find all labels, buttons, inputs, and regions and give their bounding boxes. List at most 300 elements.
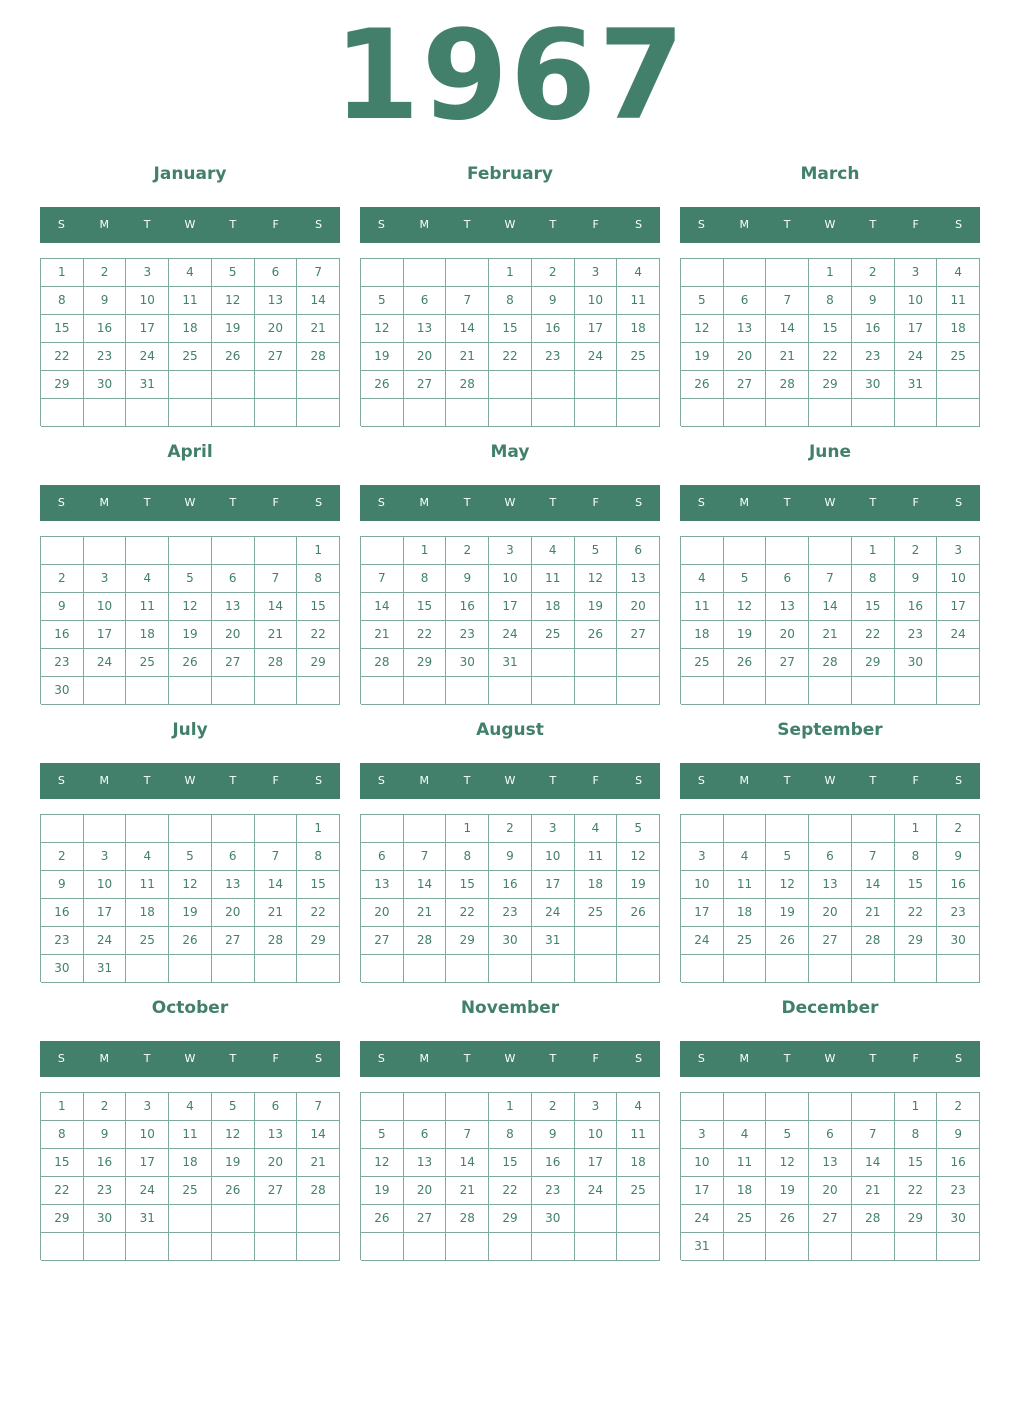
day-cell: 10 (84, 871, 127, 899)
day-cell: 8 (809, 287, 852, 315)
day-cell: 5 (169, 843, 212, 871)
day-cell: 30 (937, 927, 980, 955)
day-cell: 7 (766, 287, 809, 315)
day-cell: 27 (212, 927, 255, 955)
empty-day-cell (681, 1093, 724, 1121)
empty-day-cell (937, 955, 980, 983)
day-cell: 21 (852, 1177, 895, 1205)
day-cell: 21 (297, 1149, 340, 1177)
weekday-label: F (912, 1052, 919, 1065)
day-cell: 24 (532, 899, 575, 927)
day-grid (40, 814, 340, 982)
day-cell: 4 (681, 565, 724, 593)
day-cell: 19 (169, 621, 212, 649)
empty-day-cell (212, 1233, 255, 1261)
day-grid (680, 1092, 980, 1260)
day-cell: 29 (809, 371, 852, 399)
day-cell: 18 (126, 621, 169, 649)
day-cell: 18 (681, 621, 724, 649)
day-cell: 2 (937, 815, 980, 843)
weekday-label: F (912, 774, 919, 787)
weekday-label: F (912, 496, 919, 509)
day-cell: 27 (809, 927, 852, 955)
day-cell: 3 (681, 843, 724, 871)
day-cell: 30 (41, 955, 84, 983)
day-cell: 22 (489, 1177, 532, 1205)
empty-day-cell (852, 677, 895, 705)
day-cell: 7 (809, 565, 852, 593)
day-cell: 6 (809, 843, 852, 871)
day-cell: 22 (41, 343, 84, 371)
month-name: November (460, 998, 560, 1018)
day-cell: 8 (41, 287, 84, 315)
weekday-label: S (697, 1052, 705, 1065)
day-cell: 13 (724, 315, 767, 343)
empty-day-cell (617, 399, 660, 427)
empty-day-cell (724, 259, 767, 287)
day-cell: 31 (681, 1233, 724, 1261)
day-cell: 13 (809, 871, 852, 899)
day-cell: 9 (852, 287, 895, 315)
empty-day-cell (895, 399, 938, 427)
empty-day-cell (446, 1093, 489, 1121)
day-cell: 16 (446, 593, 489, 621)
weekday-label: W (504, 218, 516, 231)
empty-day-cell (255, 537, 298, 565)
weekday-label: T (143, 774, 151, 787)
empty-day-cell (852, 955, 895, 983)
day-cell: 23 (532, 1177, 575, 1205)
empty-day-cell (212, 537, 255, 565)
day-cell: 6 (361, 843, 404, 871)
day-cell: 26 (169, 927, 212, 955)
weekday-label: S (57, 496, 65, 509)
empty-day-cell (169, 955, 212, 983)
empty-day-cell (809, 1233, 852, 1261)
empty-day-cell (255, 1205, 298, 1233)
day-cell: 16 (937, 871, 980, 899)
empty-day-cell (617, 1233, 660, 1261)
day-cell: 4 (724, 1121, 767, 1149)
day-cell: 17 (489, 593, 532, 621)
day-cell: 24 (126, 1177, 169, 1205)
day-cell: 8 (41, 1121, 84, 1149)
day-cell: 28 (255, 927, 298, 955)
empty-day-cell (617, 955, 660, 983)
day-cell: 29 (895, 1205, 938, 1233)
day-cell: 29 (297, 927, 340, 955)
day-cell: 14 (404, 871, 447, 899)
day-cell: 10 (895, 287, 938, 315)
day-cell: 14 (297, 1121, 340, 1149)
weekday-header (680, 485, 980, 521)
month-january (40, 158, 340, 436)
day-cell: 6 (724, 287, 767, 315)
day-cell: 11 (617, 1121, 660, 1149)
day-cell: 1 (446, 815, 489, 843)
month-september (680, 714, 980, 992)
empty-day-cell (169, 677, 212, 705)
day-cell: 9 (937, 843, 980, 871)
day-cell: 17 (126, 1149, 169, 1177)
day-cell: 23 (446, 621, 489, 649)
day-cell: 26 (681, 371, 724, 399)
weekday-label: M (739, 496, 750, 509)
day-cell: 15 (41, 1149, 84, 1177)
day-cell: 20 (255, 1149, 298, 1177)
day-cell: 2 (41, 843, 84, 871)
day-grid (680, 536, 980, 704)
empty-day-cell (532, 371, 575, 399)
day-cell: 12 (617, 843, 660, 871)
day-cell: 19 (212, 315, 255, 343)
empty-day-cell (724, 1093, 767, 1121)
weekday-label: T (143, 496, 151, 509)
empty-day-cell (489, 955, 532, 983)
day-cell: 13 (212, 871, 255, 899)
day-cell: 20 (212, 899, 255, 927)
weekday-header (360, 485, 660, 521)
day-cell: 6 (404, 287, 447, 315)
empty-day-cell (297, 677, 340, 705)
empty-day-cell (575, 1233, 618, 1261)
empty-day-cell (852, 815, 895, 843)
day-cell: 8 (895, 1121, 938, 1149)
day-cell: 26 (766, 1205, 809, 1233)
weekday-label: M (419, 218, 430, 231)
day-cell: 7 (255, 843, 298, 871)
day-cell: 19 (361, 343, 404, 371)
day-cell: 8 (297, 843, 340, 871)
day-cell: 4 (532, 537, 575, 565)
day-cell: 26 (212, 343, 255, 371)
day-cell: 18 (724, 899, 767, 927)
day-cell: 29 (446, 927, 489, 955)
weekday-label: W (184, 218, 196, 231)
day-cell: 19 (617, 871, 660, 899)
day-cell: 20 (809, 899, 852, 927)
empty-day-cell (361, 537, 404, 565)
weekday-header (680, 207, 980, 243)
day-cell: 25 (724, 1205, 767, 1233)
weekday-label: T (229, 218, 237, 231)
day-cell: 9 (532, 287, 575, 315)
day-cell: 12 (169, 871, 212, 899)
day-cell: 5 (361, 287, 404, 315)
empty-day-cell (446, 1233, 489, 1261)
day-cell: 20 (724, 343, 767, 371)
day-cell: 11 (126, 593, 169, 621)
empty-day-cell (724, 677, 767, 705)
empty-day-cell (489, 399, 532, 427)
day-cell: 11 (169, 287, 212, 315)
empty-day-cell (404, 259, 447, 287)
day-cell: 25 (126, 649, 169, 677)
day-cell: 2 (852, 259, 895, 287)
weekday-label: S (955, 774, 963, 787)
day-cell: 8 (446, 843, 489, 871)
day-cell: 7 (297, 1093, 340, 1121)
day-cell: 29 (404, 649, 447, 677)
day-cell: 18 (724, 1177, 767, 1205)
day-cell: 11 (532, 565, 575, 593)
day-cell: 19 (681, 343, 724, 371)
empty-day-cell (126, 399, 169, 427)
weekday-label: W (504, 1052, 516, 1065)
empty-day-cell (575, 677, 618, 705)
empty-day-cell (169, 399, 212, 427)
day-cell: 4 (937, 259, 980, 287)
weekday-header (360, 763, 660, 799)
day-cell: 14 (361, 593, 404, 621)
empty-day-cell (255, 1233, 298, 1261)
day-cell: 12 (212, 1121, 255, 1149)
empty-day-cell (212, 1205, 255, 1233)
day-cell: 31 (84, 955, 127, 983)
day-cell: 21 (255, 621, 298, 649)
weekday-label: T (869, 774, 877, 787)
weekday-label: F (912, 218, 919, 231)
empty-day-cell (212, 815, 255, 843)
day-cell: 11 (724, 871, 767, 899)
empty-day-cell (681, 955, 724, 983)
weekday-label: S (697, 496, 705, 509)
day-cell: 28 (809, 649, 852, 677)
empty-day-cell (84, 815, 127, 843)
day-cell: 9 (937, 1121, 980, 1149)
weekday-label: T (549, 218, 557, 231)
empty-day-cell (169, 537, 212, 565)
empty-day-cell (212, 399, 255, 427)
day-cell: 3 (895, 259, 938, 287)
empty-day-cell (84, 1233, 127, 1261)
weekday-label: T (869, 496, 877, 509)
day-grid (360, 536, 660, 704)
day-cell: 24 (84, 927, 127, 955)
weekday-label: T (783, 1052, 791, 1065)
weekday-label: F (592, 496, 599, 509)
day-cell: 21 (361, 621, 404, 649)
day-cell: 19 (724, 621, 767, 649)
empty-day-cell (361, 677, 404, 705)
empty-day-cell (169, 815, 212, 843)
day-cell: 11 (724, 1149, 767, 1177)
day-cell: 22 (446, 899, 489, 927)
empty-day-cell (84, 677, 127, 705)
weekday-label: F (592, 218, 599, 231)
day-cell: 24 (84, 649, 127, 677)
day-cell: 28 (361, 649, 404, 677)
day-cell: 10 (575, 1121, 618, 1149)
day-cell: 27 (724, 371, 767, 399)
empty-day-cell (766, 815, 809, 843)
day-cell: 4 (617, 1093, 660, 1121)
empty-day-cell (895, 677, 938, 705)
day-cell: 6 (404, 1121, 447, 1149)
empty-day-cell (937, 649, 980, 677)
weekday-label: S (377, 218, 385, 231)
day-cell: 22 (41, 1177, 84, 1205)
day-cell: 22 (895, 1177, 938, 1205)
weekday-header (40, 1041, 340, 1077)
day-cell: 21 (297, 315, 340, 343)
day-cell: 21 (852, 899, 895, 927)
day-cell: 29 (41, 371, 84, 399)
day-cell: 9 (41, 593, 84, 621)
day-cell: 10 (575, 287, 618, 315)
day-cell: 13 (404, 315, 447, 343)
day-cell: 14 (852, 871, 895, 899)
day-cell: 12 (766, 871, 809, 899)
day-cell: 13 (255, 287, 298, 315)
weekday-label: F (272, 496, 279, 509)
empty-day-cell (297, 955, 340, 983)
empty-day-cell (255, 399, 298, 427)
day-cell: 7 (852, 1121, 895, 1149)
day-cell: 26 (169, 649, 212, 677)
day-cell: 18 (617, 1149, 660, 1177)
day-cell: 26 (212, 1177, 255, 1205)
day-cell: 28 (446, 1205, 489, 1233)
day-cell: 3 (681, 1121, 724, 1149)
month-name: August (476, 720, 544, 740)
empty-day-cell (724, 1233, 767, 1261)
empty-day-cell (809, 955, 852, 983)
day-cell: 8 (489, 1121, 532, 1149)
weekday-label: T (463, 218, 471, 231)
weekday-label: S (697, 774, 705, 787)
day-cell: 27 (361, 927, 404, 955)
day-cell: 25 (617, 1177, 660, 1205)
day-grid (680, 258, 980, 426)
day-cell: 7 (446, 1121, 489, 1149)
weekday-label: M (419, 774, 430, 787)
day-cell: 3 (937, 537, 980, 565)
day-cell: 6 (255, 259, 298, 287)
empty-day-cell (446, 399, 489, 427)
day-cell: 1 (809, 259, 852, 287)
day-cell: 11 (169, 1121, 212, 1149)
day-cell: 5 (681, 287, 724, 315)
day-cell: 3 (489, 537, 532, 565)
empty-day-cell (84, 537, 127, 565)
empty-day-cell (809, 1093, 852, 1121)
empty-day-cell (681, 399, 724, 427)
day-cell: 14 (446, 315, 489, 343)
day-cell: 20 (404, 343, 447, 371)
day-cell: 2 (895, 537, 938, 565)
day-grid (360, 1092, 660, 1260)
day-cell: 5 (724, 565, 767, 593)
day-cell: 7 (404, 843, 447, 871)
weekday-label: W (824, 496, 836, 509)
empty-day-cell (937, 1233, 980, 1261)
day-cell: 10 (681, 871, 724, 899)
day-cell: 14 (852, 1149, 895, 1177)
day-cell: 17 (575, 1149, 618, 1177)
empty-day-cell (766, 399, 809, 427)
day-cell: 5 (212, 259, 255, 287)
day-cell: 19 (361, 1177, 404, 1205)
day-cell: 28 (852, 927, 895, 955)
month-name: March (800, 164, 860, 184)
weekday-label: F (272, 218, 279, 231)
day-cell: 12 (681, 315, 724, 343)
day-cell: 28 (766, 371, 809, 399)
day-cell: 16 (895, 593, 938, 621)
weekday-header (360, 207, 660, 243)
day-cell: 12 (361, 315, 404, 343)
empty-day-cell (766, 1233, 809, 1261)
day-cell: 3 (575, 259, 618, 287)
weekday-label: S (635, 496, 643, 509)
day-cell: 21 (766, 343, 809, 371)
empty-day-cell (41, 815, 84, 843)
month-december (680, 992, 980, 1270)
day-cell: 17 (681, 899, 724, 927)
day-cell: 16 (532, 315, 575, 343)
empty-day-cell (532, 1233, 575, 1261)
weekday-label: M (99, 496, 110, 509)
day-cell: 7 (297, 259, 340, 287)
empty-day-cell (532, 677, 575, 705)
day-cell: 27 (617, 621, 660, 649)
day-cell: 22 (489, 343, 532, 371)
weekday-label: T (229, 774, 237, 787)
empty-day-cell (681, 537, 724, 565)
day-cell: 16 (84, 315, 127, 343)
day-cell: 17 (575, 315, 618, 343)
weekday-label: W (824, 1052, 836, 1065)
empty-day-cell (41, 537, 84, 565)
day-cell: 22 (404, 621, 447, 649)
day-cell: 10 (532, 843, 575, 871)
day-cell: 3 (126, 1093, 169, 1121)
day-cell: 23 (41, 927, 84, 955)
weekday-label: S (635, 774, 643, 787)
weekday-label: M (419, 1052, 430, 1065)
day-cell: 20 (212, 621, 255, 649)
day-cell: 13 (809, 1149, 852, 1177)
empty-day-cell (617, 677, 660, 705)
weekday-label: T (869, 218, 877, 231)
weekday-header (680, 763, 980, 799)
day-cell: 6 (212, 565, 255, 593)
weekday-label: T (143, 1052, 151, 1065)
day-cell: 27 (212, 649, 255, 677)
day-cell: 10 (84, 593, 127, 621)
day-cell: 24 (895, 343, 938, 371)
day-cell: 26 (617, 899, 660, 927)
day-cell: 12 (361, 1149, 404, 1177)
weekday-label: W (504, 496, 516, 509)
day-cell: 14 (446, 1149, 489, 1177)
day-cell: 4 (724, 843, 767, 871)
empty-day-cell (532, 399, 575, 427)
empty-day-cell (361, 955, 404, 983)
day-cell: 15 (809, 315, 852, 343)
day-cell: 5 (169, 565, 212, 593)
day-cell: 17 (532, 871, 575, 899)
empty-day-cell (575, 1205, 618, 1233)
day-cell: 8 (895, 843, 938, 871)
day-cell: 30 (852, 371, 895, 399)
empty-day-cell (404, 677, 447, 705)
day-cell: 17 (681, 1177, 724, 1205)
day-cell: 1 (41, 259, 84, 287)
day-cell: 10 (489, 565, 532, 593)
weekday-header (40, 763, 340, 799)
